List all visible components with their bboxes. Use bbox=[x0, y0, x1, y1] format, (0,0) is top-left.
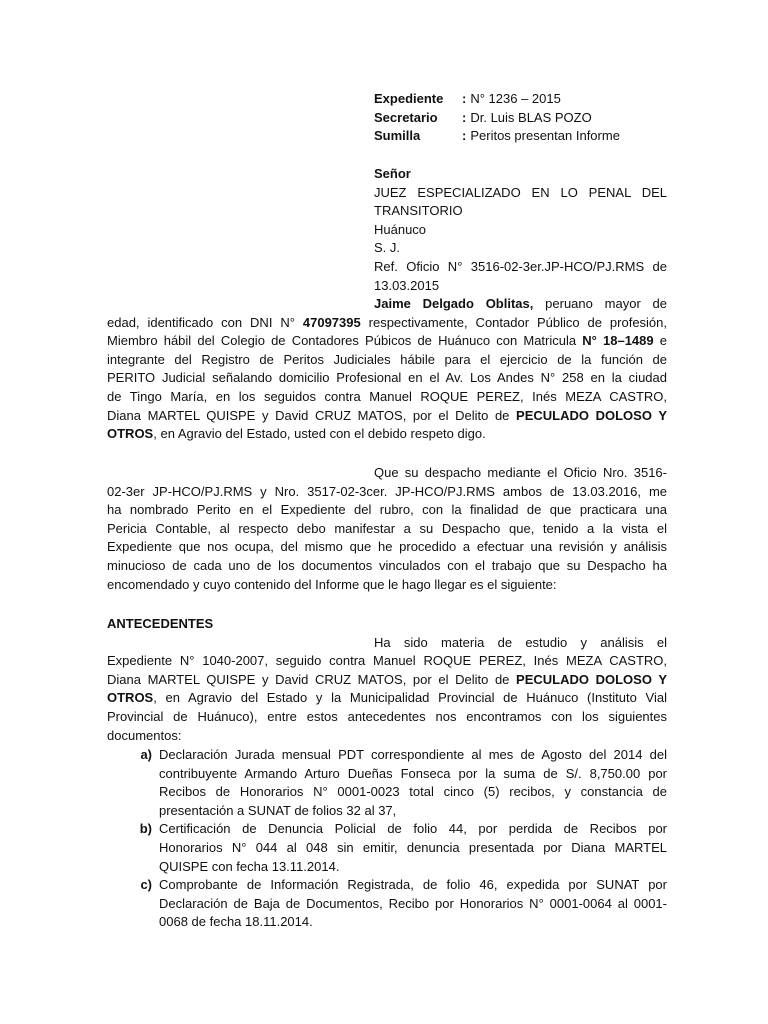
author-name: Jaime Delgado Oblitas, bbox=[374, 296, 534, 311]
crime-name: OTROS bbox=[107, 690, 154, 706]
addressee-line: JUEZ ESPECIALIZADO EN LO PENAL DEL bbox=[374, 184, 667, 200]
paragraph-line: minucioso de cada uno de los documentos vinculados con el trabajo que su Despacho ha bbox=[107, 557, 667, 573]
list-letter: b) bbox=[139, 821, 152, 837]
expediente-row bbox=[374, 90, 674, 109]
section-heading: ANTECEDENTES bbox=[107, 616, 214, 631]
paragraph-line bbox=[374, 295, 667, 314]
list-item bbox=[107, 876, 667, 932]
intro-paragraph bbox=[107, 295, 667, 444]
paragraph-line: PERITO Judicial señalando domicilio Profesional en el Av. Los Andes N° 258 en la ciudad bbox=[107, 370, 667, 386]
paragraph-line bbox=[107, 332, 667, 351]
paragraph-line: documentos: bbox=[107, 727, 182, 743]
expediente-value: N° 1236 – 2015 bbox=[470, 91, 561, 106]
text-span: e bbox=[653, 333, 668, 349]
paragraph-line: ha nombrado Perito en el Expediente del rubro, con la finalidad de que practicara una bbox=[107, 502, 667, 518]
expediente-label: Expediente bbox=[374, 91, 444, 106]
paragraph-line: encomendado y cuyo contenido del Informe que le hago llegar es el siguiente: bbox=[107, 576, 557, 592]
list-line: QUISPE con fecha 13.11.2014. bbox=[159, 858, 340, 874]
separator: : bbox=[462, 91, 467, 106]
paragraph-line: integrante del Registro de Peritos Judiciales hábile para el ejercicio de la función de bbox=[107, 351, 667, 367]
salutation: Señor bbox=[374, 166, 411, 181]
sumilla-row bbox=[374, 127, 674, 146]
paragraph-line: de Tingo María, en los seguidos contra Manuel ROQUE PEREZ, Inés MEZA CASTRO, bbox=[107, 388, 667, 404]
list-line: presentación a SUNAT de folios 32 al 37, bbox=[159, 802, 397, 818]
text-span: Miembro hábil del Colegio de Contadores Púbicos de Huánuco con Matricula bbox=[107, 333, 583, 349]
sumilla-value: Peritos presentan Informe bbox=[470, 128, 620, 144]
list-line: Declaración Jurada mensual PDT correspondiente al mes de Agosto del 2014 del bbox=[159, 747, 667, 762]
text-span: respectivamente, Contador Público de profesión, bbox=[360, 314, 668, 330]
paragraph-line bbox=[107, 407, 667, 426]
paragraph-line bbox=[107, 671, 667, 690]
text-span: Diana MARTEL QUISPE y David CRUZ MATOS, por el Delito de bbox=[107, 671, 517, 687]
case-header bbox=[374, 90, 674, 146]
crime-name: PECULADO DOLOSO Y bbox=[516, 407, 667, 423]
sumilla-label: Sumilla bbox=[374, 128, 421, 144]
list-line: Honorarios N° 044 al 048 sin emitir, denuncia presentada por Diana MARTEL bbox=[159, 839, 667, 855]
addressee-line: S. J. bbox=[374, 240, 401, 256]
separator: : bbox=[462, 109, 467, 125]
list-line: Certificación de Denuncia Policial de folio 44, por perdida de Recibos por bbox=[159, 821, 667, 837]
list-line: 0068 de fecha 18.11.2014. bbox=[159, 914, 313, 930]
list-line: Comprobante de Información Registrada, de folio 46, expedida por SUNAT por bbox=[159, 877, 667, 893]
paragraph-line: Provincial de Huánuco), entre estos antecedentes nos encontramos con los siguientes bbox=[107, 708, 667, 724]
text-span: , en Agravio del Estado, usted con el debido respeto digo. bbox=[153, 426, 486, 442]
secretario-value: Dr. Luis BLAS POZO bbox=[470, 109, 592, 125]
text-span: , en Agravio del Estado y la Municipalidad Provincial de Huánuco (Instituto Vial bbox=[153, 690, 667, 706]
paragraph-line bbox=[107, 689, 667, 708]
paragraph-line: Que su despacho mediante el Oficio Nro. 3516- bbox=[374, 465, 667, 480]
list-line: contribuyente Armando Arturo Dueñas Fonseca por la suma de S/. 8,750.00 por bbox=[159, 765, 667, 781]
reference-line: 13.03.2015 bbox=[374, 277, 440, 293]
list-item bbox=[107, 820, 667, 876]
paragraph-line: Expediente que nos ocupa, del mismo que he procedido a efectuar una revisión y análisis bbox=[107, 539, 667, 555]
paragraph-line: Ha sido materia de estudio y análisis el bbox=[374, 634, 667, 650]
paragraph-line bbox=[107, 314, 667, 333]
list-line: Declaración de Baja de Documentos, Recibo por Honorarios N° 0001-0064 al 0001- bbox=[159, 895, 667, 911]
list-item bbox=[107, 746, 667, 820]
antecedentes-section bbox=[107, 615, 667, 745]
paragraph-line: 02-3er JP-HCO/PJ.RMS y Nro. 3517-02-3cer. JP-HCO/PJ.RMS ambos de 13.03.2016, me bbox=[107, 483, 667, 499]
addressee-line: TRANSITORIO bbox=[374, 203, 463, 219]
addressee-block bbox=[374, 165, 667, 295]
addressee-line: Huánuco bbox=[374, 221, 427, 237]
separator: : bbox=[462, 128, 467, 144]
paragraph-line bbox=[107, 425, 667, 444]
request-paragraph bbox=[107, 464, 667, 594]
dni-number: 47097395 bbox=[302, 314, 361, 330]
secretario-row bbox=[374, 109, 674, 128]
text-span: Diana MARTEL QUISPE y David CRUZ MATOS, por el Delito de bbox=[107, 407, 517, 423]
list-letter: c) bbox=[140, 877, 152, 893]
documents-list bbox=[107, 746, 667, 932]
crime-name: OTROS bbox=[107, 426, 154, 442]
paragraph-line: Pericia Contable, al respecto debo manifestar a su Despacho que, tenido a la vista el bbox=[107, 520, 667, 536]
reference-line: Ref. Oficio N° 3516-02-3er.JP-HCO/PJ.RMS de bbox=[374, 258, 667, 274]
text-span: peruano mayor de bbox=[533, 296, 668, 311]
matricula-number: N° 18–1489 bbox=[582, 333, 654, 349]
list-letter: a) bbox=[140, 747, 152, 762]
secretario-label: Secretario bbox=[374, 109, 438, 125]
crime-name: PECULADO DOLOSO Y bbox=[516, 671, 667, 687]
paragraph-line: Expediente N° 1040-2007, seguido contra Manuel ROQUE PEREZ, Inés MEZA CASTRO, bbox=[107, 653, 667, 669]
list-line: Recibos de Honorarios N° 0001-0023 total cinco (5) recibos, y constancia de bbox=[159, 784, 667, 800]
text-span: edad, identificado con DNI N° bbox=[107, 314, 303, 330]
